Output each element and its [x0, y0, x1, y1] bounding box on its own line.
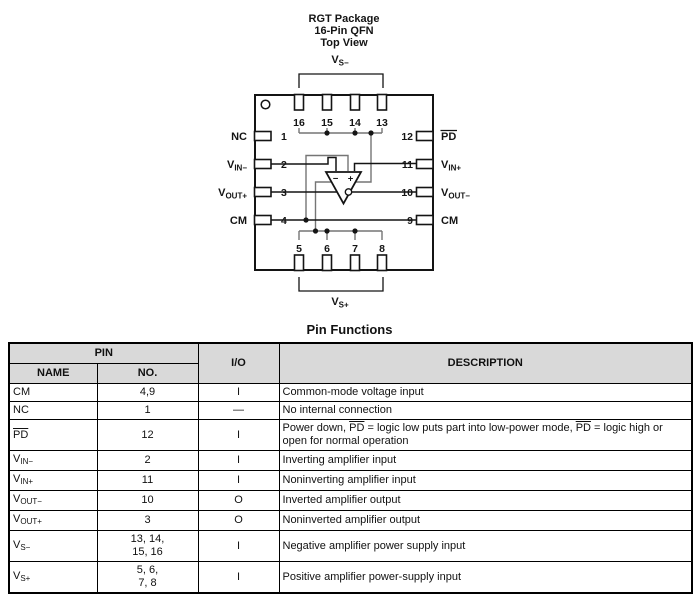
pin-name-subscript: OUT+ [20, 517, 42, 526]
pin-row [9, 471, 692, 491]
header-no: NO. [97, 364, 198, 384]
pin-description-cell: Common-mode voltage input [279, 384, 692, 402]
pin-number-16: 16 [293, 117, 305, 129]
pin-io-cell: O [198, 491, 279, 511]
pin-label-vin-minus: $V_{IN-}$ [226, 159, 247, 173]
pin-name-cell [9, 511, 97, 531]
pin-row [9, 491, 692, 511]
table-header [9, 343, 692, 384]
pin-row [9, 402, 692, 420]
package-title-line1: RGT Package [308, 13, 380, 25]
pin-description-cell: Noninverting amplifier input [279, 471, 692, 491]
pin1-indicator-circle [261, 100, 270, 109]
pin-no-cell: 4,9 [97, 384, 198, 402]
header-name: NAME [9, 364, 97, 384]
pin-name-base: V [13, 513, 21, 525]
overline-text: $\overline{PD}$ [349, 422, 365, 434]
package-title-line3: Top View [320, 37, 368, 49]
package-title [309, 13, 380, 49]
pin-name-base: $\overline{PD}$ [13, 428, 29, 441]
pin-name-subscript: IN+ [20, 477, 34, 486]
pin-number-7: 7 [352, 243, 358, 255]
pin-name-base: V [13, 473, 21, 485]
pin-description-cell: Positive amplifier power-supply input [279, 562, 692, 594]
pin-number-4: 4 [281, 215, 287, 227]
pin-row [9, 531, 692, 562]
pin-io-cell: — [198, 402, 279, 420]
pin-description-cell: No internal connection [279, 402, 692, 420]
pin-name-cell [9, 402, 97, 420]
pin-name-cell [9, 420, 97, 451]
pin-number-8: 8 [379, 243, 385, 255]
pin-number-2: 2 [281, 159, 287, 171]
pin-number-6: 6 [324, 243, 330, 255]
pin-io-cell: I [198, 451, 279, 471]
pin-description-cell: Power down, $\overline{PD}$ = logic low puts part into low-power mode, $\overline{PD}$ = logic high or open for normal operation [279, 420, 692, 451]
header-io: I/O [198, 343, 279, 384]
table-body [9, 384, 692, 594]
pin-io-cell: I [198, 562, 279, 594]
pin-description-cell: Noninverted amplifier output [279, 511, 692, 531]
opamp-output-bubble [345, 189, 351, 195]
pin-functions-title: Pin Functions [306, 322, 393, 337]
pin-name-base: V [13, 453, 21, 465]
pin-name-base: NC [13, 404, 29, 416]
vs-minus-label: $V_{S-}$ [331, 54, 349, 68]
vs-plus-bracket [299, 277, 383, 291]
pin-name-cell [9, 531, 97, 562]
pin-name-cell [9, 491, 97, 511]
overline-text: $\overline{PD}$ [575, 422, 591, 434]
pin-io-cell: O [198, 511, 279, 531]
pin-row [9, 562, 692, 594]
pin-number-11: 11 [401, 159, 413, 171]
pin-label-vout-plus: $V_{OUT+}$ [218, 187, 247, 201]
pin-name-cell [9, 451, 97, 471]
pin-name-base: V [13, 493, 21, 505]
pin-label-vout-minus: $V_{OUT-}$ [441, 187, 470, 201]
opamp-plus-input: + [347, 173, 354, 185]
pin-no-cell: 2 [97, 451, 198, 471]
pin-number-9: 9 [407, 215, 413, 227]
pin-io-cell: I [198, 384, 279, 402]
pin-number-10: 10 [401, 187, 413, 199]
pin-name-cell [9, 384, 97, 402]
pin-number-5: 5 [296, 243, 302, 255]
vs-plus-label: $V_{S+}$ [331, 296, 349, 310]
pin-description-cell: Negative amplifier power supply input [279, 531, 692, 562]
opamp-minus-input: − [332, 173, 339, 185]
pin-no-cell: 10 [97, 491, 198, 511]
pin-row [9, 451, 692, 471]
header-description: DESCRIPTION [279, 343, 692, 384]
pin-label-cm-right: CM [441, 215, 459, 227]
pin-functions-table [8, 342, 693, 594]
vs-minus-bracket [299, 74, 383, 88]
pin-no-cell: 11 [97, 471, 198, 491]
pin-description-cell: Inverting amplifier input [279, 451, 692, 471]
pin-number-14: 14 [349, 117, 361, 129]
pin-row [9, 511, 692, 531]
pin-io-cell: I [198, 531, 279, 562]
pin-name-base: CM [13, 386, 31, 398]
pin-number-3: 3 [281, 187, 287, 199]
pin-name-base: V [13, 569, 21, 582]
pin-label-pd: PD [441, 131, 457, 143]
pin-name-subscript: S+ [20, 573, 31, 583]
pin-label-nc: NC [231, 131, 247, 143]
pin-description-cell: Inverted amplifier output [279, 491, 692, 511]
pin-no-cell: 12 [97, 420, 198, 451]
pin-number-13: 13 [376, 117, 388, 129]
pin-io-cell: I [198, 471, 279, 491]
pin-name-cell [9, 562, 97, 594]
header-pin: PIN [9, 343, 198, 364]
pin-number-12: 12 [401, 131, 413, 143]
package-title-line2: 16-Pin QFN [314, 25, 374, 37]
pin-number-15: 15 [321, 117, 333, 129]
pin-number-1: 1 [281, 131, 287, 143]
pin-label-cm-left: CM [229, 215, 247, 227]
pin-no-cell: 13, 14, 15, 16 [97, 531, 198, 562]
pin-no-cell: 1 [97, 402, 198, 420]
pin-row [9, 420, 692, 451]
pin-no-cell: 3 [97, 511, 198, 531]
pin-name-cell [9, 471, 97, 491]
pin-label-vin-plus: $V_{IN+}$ [441, 159, 462, 173]
pin-name-subscript: IN− [20, 457, 34, 466]
pin-name-subscript: OUT− [20, 497, 42, 506]
pin-row [9, 384, 692, 402]
pin-io-cell: I [198, 420, 279, 451]
pin-name-base: V [13, 538, 21, 551]
pin-no-cell: 5, 6, 7, 8 [97, 562, 198, 594]
pin-name-subscript: S− [20, 542, 31, 552]
